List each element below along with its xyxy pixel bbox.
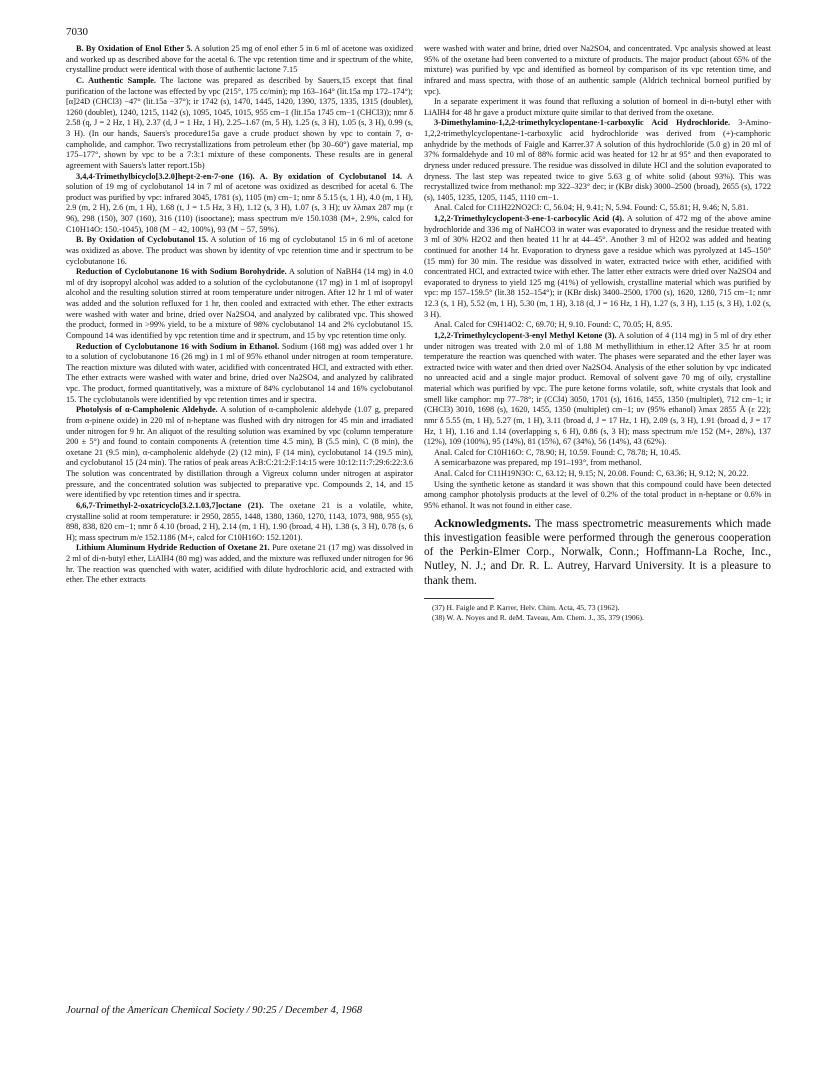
- paragraph-text: Sodium (168 mg) was added over 1 hr to a solution of cyclobutanone 16 (26 mg) in 1 ml of 95% ethanol under nitrogen at room temperature. The reaction mixture was diluted with water, acidified with concentrated HCl, and extracted with ether. The ether extracts were washed with water and brine, dried over Na2SO4, and analyzed by calibrated vpc. The product, formed quantitatively, was a mixture of 84% cyclobutanol 14 and 16% cyclobutanol 15. The cyclobutanols were identified by vpc retention times and ir spectra.: [66, 341, 414, 404]
- acknowledgments-text: The mass spectrometric measurements which made this investigation feasible were performed through the generous cooperation of the Perkin-Elmer Corp., Norwalk, Conn.; Hoffmann-La Roche, Inc., Nutley, N. J.; and Dr. R. L. Autrey, Harvard University. It is a pleasure to thank them.: [424, 517, 771, 587]
- paragraph: [424, 331, 771, 448]
- paragraph-text: Anal. Calcd for C9H14O2: C, 69.70; H, 9.10. Found: C, 70.05; H, 8.95.: [434, 320, 673, 330]
- paragraph: [424, 214, 771, 320]
- paragraph-heading: Lithium Aluminum Hydride Reduction of Oxetane 21.: [76, 543, 270, 553]
- paragraph: [66, 501, 413, 544]
- paragraph: [424, 469, 771, 480]
- paragraph-text: Using the synthetic ketone as standard it was shown that this compound could have been detected among camphor photolysis products at the level of 0.2% of the total product in n-heptane or 0.6% in 95% ethanol. It was not found in either case.: [424, 479, 771, 510]
- paragraph: [66, 172, 413, 236]
- paragraph-heading: B. By Oxidation of Cyclobutanol 15.: [76, 235, 209, 245]
- paragraph: [66, 342, 413, 406]
- paragraph-text: The oxetane 21 is a volatile, white, crystalline solid at room temperature: ir 2950, 2855, 1448, 1380, 1360, 1270, 1143, 1073, 988, 955 (s), 898, 838, 820 cm−1; nmr δ 4.10 (broad, 2 H), 2.14 (m, 1 H), 1.90 (broad, 4 H), 1.38 (s, 3 H), 0.78 (s, 6 H); mass spectrum m/e 152.1186 (M+, calcd for C10H16O: 152.1201).: [66, 500, 413, 542]
- journal-footer: Journal of the American Chemical Society / 90:25 / December 4, 1968: [66, 1005, 363, 1016]
- paragraph-text: A solution of 4 (114 mg) in 5 ml of dry ether under nitrogen was treated with 2.0 ml of 1.88 M methyllithium in ether.12 After 3.5 hr at room temperature the reaction was quenched with water. The phases were separated and the ether layer was extracted twice with water and then dried over Na2SO4. Analysis of the ether solution by vpc indicated no unreacted acid and a single major product. Removal of solvent gave 70 mg of oily, crystalline material which was purified by vpc. The pure ketone forms volatile, soft, white crystals that look and smell like camphor: mp 77–78°; ir (CCl4) 3050, 1701 (s), 1616, 1455, 1350 (multiplet), 712 cm−1; ir (CHCl3) 3010, 1698 (s), 1620, 1455, 1350 (multiplet) cm−1; uv (95% ethanol) λmax 2855 Å (ε 22); nmr δ 5.55 (m, 1 H), 5.27 (m, 1 H), 3.11 (broad d, J = 17 Hz, 1 H), 2.09 (s, 3 H), 1.91 (broad d, J = 17 Hz, 1 H), 1.16 and 1.14 (overlapping s, 6 H), 0.86 (s, 3 H); mass spectrum m/e 152 (M+, 28%), 137 (12%), 109 (100%), 95 (14%), 81 (15%), 67 (34%), 56 (14%), 43 (62%).: [424, 330, 771, 447]
- paragraph-text: Pure oxetane 21 (17 mg) was dissolved in 2 ml of di-n-butyl ether, LiAlH4 (80 mg) was added, and the mixture was refluxed under nitrogen for 96 hr. The reaction was quenched with water, acidified with dilute hydrochloric acid, and extracted with ether. The ether extracts: [66, 543, 413, 585]
- paragraph: [66, 267, 413, 341]
- paragraph: [424, 118, 771, 203]
- paragraph-text: A solution of 16 mg of cyclobutanol 15 in 6 ml of acetone was oxidized as above. The product was shown by identity of vpc retention time and ir spectrum to be cyclobutanone 16.: [66, 235, 414, 266]
- paragraph-text: A solution of α-campholenic aldehyde (1.07 g, prepared from α-pinene oxide) in 220 ml of n-heptane was flushed with dry nitrogen for 45 min and irradiated under nitrogen for 9 hr. An aliquot of the resulting solution was examined by vpc (column temperature 200 ± 5°) and found to contain components A (retention time 4.5 min), B (5.5 min), C (8 min), the oxetane 21 (9.5 min), α-campholenic aldehyde (2) (12 min), F (14 min), cyclobutanol 14 (19.5 min), and cyclobutanol 15 (24 min). The ratios of peak areas A:B:C:21:2:F:14:15 were 10:12:11:7:29:6:22:3.6 The solution was concentrated by distillation through a Vigreux column under nitrogen at aspirator pressure, and the concentrated solution was subjected to preparative vpc. Compounds 2, 14, and 15 were identified by vpc retention times and ir spectra.: [66, 405, 413, 500]
- paragraph-heading: B. By Oxidation of Enol Ether 5.: [76, 44, 193, 53]
- paragraph: [424, 97, 771, 118]
- paragraph: [66, 235, 413, 267]
- paragraph: [424, 480, 771, 512]
- paragraph-heading: Photolysis of α-Campholenic Aldehyde.: [76, 405, 218, 415]
- paragraph: [66, 405, 413, 501]
- references: [424, 598, 771, 623]
- reference-item: (37) H. Faigle and P. Karrer, Helv. Chim. Acta, 45, 73 (1962).: [432, 602, 620, 612]
- paragraph-text: A solution of 472 mg of the above amine hydrochloride and 336 mg of NaHCO3 in water was evaporated to dryness and the residue treated with 3 ml of 30% H2O2 and then heated 11 hr at 44–45°. Another 3 ml of H2O2 was added and heating continued for another 14 hr. Evaporation to dryness gave a residue which was pyrolyzed at 145–150° (15 mm) for 30 min. The residue was dissolved in water, extracted twice with ether, acidified with concentrated HCl, and extracted twice with ether. The latter ether extracts were dried over Na2SO4 and evaporated to dryness to yield 125 mg (41%) of yellowish, crystalline material which was purified by vpc: mp 157–159.5° (lit.38 152–154°); ir (KBr disk) 3400–2500, 1700 (s), 1620, 1280, 715 cm−1; nmr 12.3 (s, 1 H), 5.52 (m, 1 H), 5.30 (m, 1 H), 3.18 (d, J = 16 Hz, 1 H), 1.27 (s, 3 H), 1.15 (s, 3 H), 1.02 (s, 3 H).: [424, 214, 771, 319]
- paragraph: [424, 44, 771, 97]
- reference-item: (38) W. A. Noyes and R. deM. Taveau, Am. Chem. J., 35, 379 (1906).: [432, 613, 644, 623]
- paragraph-text: A solution 25 mg of enol ether 5 in 6 ml of acetone was oxidized and worked up as described above for the acetal 6. The vpc retention time and ir spectrum of the white, crystalline product were identical with those of authentic lactone 7.15: [66, 44, 413, 75]
- paragraph: [424, 448, 771, 459]
- paragraph-heading: 1,2,2-Trimethylcyclopent-3-enyl Methyl Ketone (3).: [434, 330, 617, 340]
- references-divider: [424, 598, 494, 599]
- paragraph-text: In a separate experiment it was found that refluxing a solution of borneol in di-n-butyl ether with LiAlH4 for 48 hr gave a product mixture quite similar to that derived from the oxetane.: [424, 97, 771, 117]
- paragraph: [66, 76, 413, 172]
- paragraph-text: A semicarbazone was prepared, mp 191–193°, from methanol.: [434, 458, 642, 468]
- paragraph-text: Anal. Calcd for C11H19N3O: C, 63.12; H, 9.15; N, 20.08. Found: C, 63.36; H, 9.12; N, 20.22.: [434, 469, 749, 478]
- paragraph: [424, 203, 771, 214]
- paragraph-heading: Reduction of Cyclobutanone 16 with Sodium in Ethanol.: [76, 341, 280, 351]
- page-number: 7030: [66, 26, 88, 38]
- paragraph-heading: Reduction of Cyclobutanone 16 with Sodium Borohydride.: [76, 267, 287, 277]
- paragraph: [424, 320, 771, 331]
- paragraph-heading: 6,6,7-Trimethyl-2-oxatricyclo[3.2.1.03,7]octane (21).: [76, 500, 264, 510]
- paragraph: [424, 458, 771, 469]
- paragraph: [66, 44, 413, 76]
- paragraph-text: A solution of 19 mg of cyclobutanol 14 in 7 ml of acetone was oxidized as described for acetal 6. The product was purified by vpc: infrared 3045, 1781 (s), 1105 (m) cm−1; nmr δ 5.15 (s, 1 H), 4.0 (m, 1 H), 2.9 (m, 2 H), 2.6 (m, 1 H), 1.68 (t, J = 1.5 Hz, 3 H), 1.12 (s, 3 H), 1.07 (s, 3 H); uv λλmax 287 mμ (ε 96), 298 (150), 307 (160), 316 (110) (isooctane); mass spectrum m/e 150.1038 (M+, 2.9%, calcd for C10H14O: 150.-1045), 108 (M − 42, 100%), 93 (M − 57, 59%).: [66, 171, 413, 234]
- acknowledgments-heading: Acknowledgments.: [434, 515, 532, 530]
- paragraph: [66, 543, 413, 586]
- paragraph-text: Anal. Calcd for C11H22NO2Cl: C, 56.04; H, 9.41; N, 5.94. Found: C, 55.81; H, 9.46; N, 5.81.: [434, 203, 749, 213]
- paragraph-heading: 3-Dimethylamino-1,2,2-trimethylcyclopentane-1-carboxylic Acid Hydrochloride.: [434, 118, 731, 128]
- paragraph-text: A solution of NaBH4 (14 mg) in 4.0 ml of dry isopropyl alcohol was added to a solution of the cyclobutanone (17 mg) in 1 ml of isopropyl alcohol and the resulting solution stirred at room temperature under nitrogen. After 12 hr 1 ml of water was added and the solution refluxed for 1 hr, then cooled and extracted with ether. The ether extracts were washed with water and brine, dried over Na2SO4, and analyzed by calibrated vpc. This showed the product, formed in >99% yield, to be a mixture of 98% cyclobutanol 14 and 2% cyclobutanol 15. Compound 14 was identified by vpc retention time and ir spectrum, and 15 by vpc retention time only.: [66, 267, 413, 340]
- paragraph-text: were washed with water and brine, dried over Na2SO4, and concentrated. Vpc analysis showed at least 95% of the oxetane had been converted to a mixture of products. The major product (about 65% of the mixture) was purified by vpc and identified as borneol by comparison of its vpc retention time, and infrared and mass spectra, with those of an authentic sample (Aldrich technical borneol purified by vpc).: [424, 44, 771, 96]
- paragraph-heading: C. Authentic Sample.: [76, 75, 157, 85]
- paragraph-text: Anal. Calcd for C10H16O: C, 78.90; H, 10.59. Found: C, 78.78; H, 10.45.: [434, 447, 681, 457]
- paragraph-text: 3-Amino-1,2,2-trimethylcyclopentane-1-carboxylic acid hydrochloride was derived from (+)-camphoric anhydride by the methods of Faigle and Karrer.37 A solution of this hydrochloride (5.0 g) in 20 ml of 37% formaldehyde and 10 ml of 88% formic acid was heated for 12 hr at 95° and then evaporated to dryness under reduced pressure. The residue was dissolved in dilute HCl and the solution evaporated to dryness. The last step was repeated twice to give 5.63 g of white solid (about 93%). This was recrystallized twice from methanol: mp 322–323° dec; ir (KBr disk) 3000–2500 (broad), 2655 (s), 1722 (s), 1405, 1235, 1205, 1145, 1110 cm−1.: [424, 118, 771, 202]
- left-column: [66, 44, 413, 586]
- paragraph-heading: 3,4,4-Trimethylbicyclo[3.2.0]hept-2-en-7-one (16). A. By oxidation of Cyclobutanol 14.: [76, 171, 403, 181]
- acknowledgments: [424, 516, 771, 588]
- paragraph-text: The lactone was prepared as described by Sauers,15 except that final purification of the lactone was effected by vpc (215°, 175 cc/min); mp 163–164° (lit.15a mp 172–174°); [α]24D (CHCl3) −47° (lit.15a −37°); ir 1742 (s), 1470, 1445, 1420, 1390, 1375, 1335, 1315 (doublet), 1260 (doublet), 1240, 1215, 1142 (s), 1095, 1045, 1015, 955 cm−1 (lit.15a 1745 cm−1 (CHCl3)); nmr δ 2.58 (q, J = 2 Hz, 1 H), 2.37 (d, J = 1 Hz, 1 H), 2.25–1.67 (m, 5 H), 1.25 (s, 3 H), 1.05 (s, 3 H), 0.99 (s, 3 H). (In our hands, Sauers's procedure15a gave a crude product shown by vpc to contain 7, α-campholide, and camphor. Two recrystallizations from petroleum ether (bp 30–60°) gave material, mp 175–177°, shown by vpc to be a 7:3:1 mixture of these components. These results are in general agreement with Sauers's latter report.15b): [66, 75, 413, 170]
- right-column: [424, 44, 771, 623]
- paragraph-heading: 1,2,2-Trimethylcyclopent-3-ene-1-carbocylic Acid (4).: [434, 214, 625, 223]
